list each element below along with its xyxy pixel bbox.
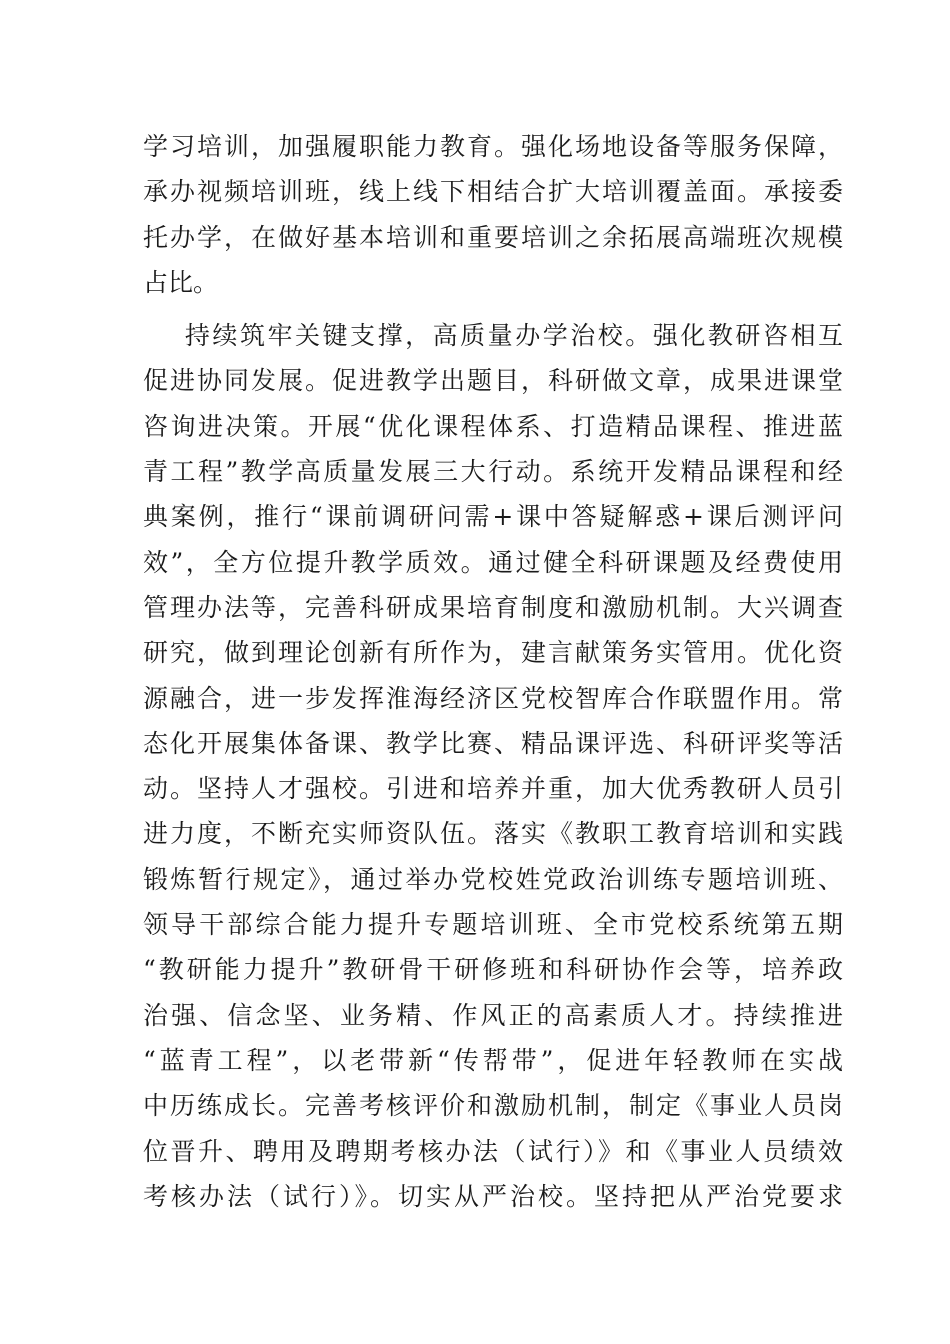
text-line: 进力度，不断充实师资队伍。落实《教职工教育培训和实践 [143, 819, 843, 849]
text-line: 态化开展集体备课、教学比赛、精品课评选、科研评奖等活 [143, 728, 843, 758]
text-line: 咨询进决策。开展“优化课程体系、打造精品课程、推进蓝 [143, 411, 843, 441]
text-line: 治强、信念坚、业务精、作风正的高素质人才。持续推进 [143, 1000, 843, 1030]
text-line: 研究，做到理论创新有所作为，建言献策务实管用。优化资 [143, 638, 843, 668]
text-line: 位晋升、聘用及聘期考核办法（试行）》和《事业人员绩效 [143, 1136, 843, 1166]
text-line: 中历练成长。完善考核评价和激励机制，制定《事业人员岗 [143, 1091, 843, 1121]
text-line: 效”，全方位提升教学质效。通过健全科研课题及经费使用 [143, 547, 843, 577]
text-line: 源融合，进一步发挥淮海经济区党校智库合作联盟作用。常 [143, 683, 843, 713]
text-line: “教研能力提升”教研骨干研修班和科研协作会等，培养政 [143, 955, 843, 985]
text-line: 领导干部综合能力提升专题培训班、全市党校系统第五期 [143, 910, 843, 940]
text-line: 持续筑牢关键支撑，高质量办学治校。强化教研咨相互 [143, 321, 843, 351]
text-line: 占比。 [143, 267, 219, 297]
text-line: 典案例，推行“课前调研问需+课中答疑解惑+课后测评问 [143, 502, 843, 532]
text-line: 学习培训，加强履职能力教育。强化场地设备等服务保障， [143, 132, 843, 161]
text-line: 动。坚持人才强校。引进和培养并重，加大优秀教研人员引 [143, 774, 843, 804]
text-line: 促进协同发展。促进教学出题目，科研做文章，成果进课堂 [143, 366, 843, 396]
text-line: “蓝青工程”，以老带新“传帮带”，促进年轻教师在实战 [143, 1045, 843, 1075]
text-line: 考核办法（试行）》。切实从严治校。坚持把从严治党要求 [143, 1181, 843, 1211]
body-text [143, 124, 843, 1219]
text-line: 青工程”教学高质量发展三大行动。系统开发精品课程和经 [143, 457, 843, 487]
text-line: 承办视频培训班，线上线下相结合扩大培训覆盖面。承接委 [143, 177, 843, 207]
paragraph-2 [143, 313, 843, 1219]
text-line: 锻炼暂行规定》，通过举办党校姓党政治训练专题培训班、 [143, 864, 843, 894]
paragraph-1 [143, 124, 843, 305]
text-line: 管理办法等，完善科研成果培育制度和激励机制。大兴调查 [143, 592, 843, 622]
text-line: 托办学，在做好基本培训和重要培训之余拓展高端班次规模 [143, 222, 843, 252]
